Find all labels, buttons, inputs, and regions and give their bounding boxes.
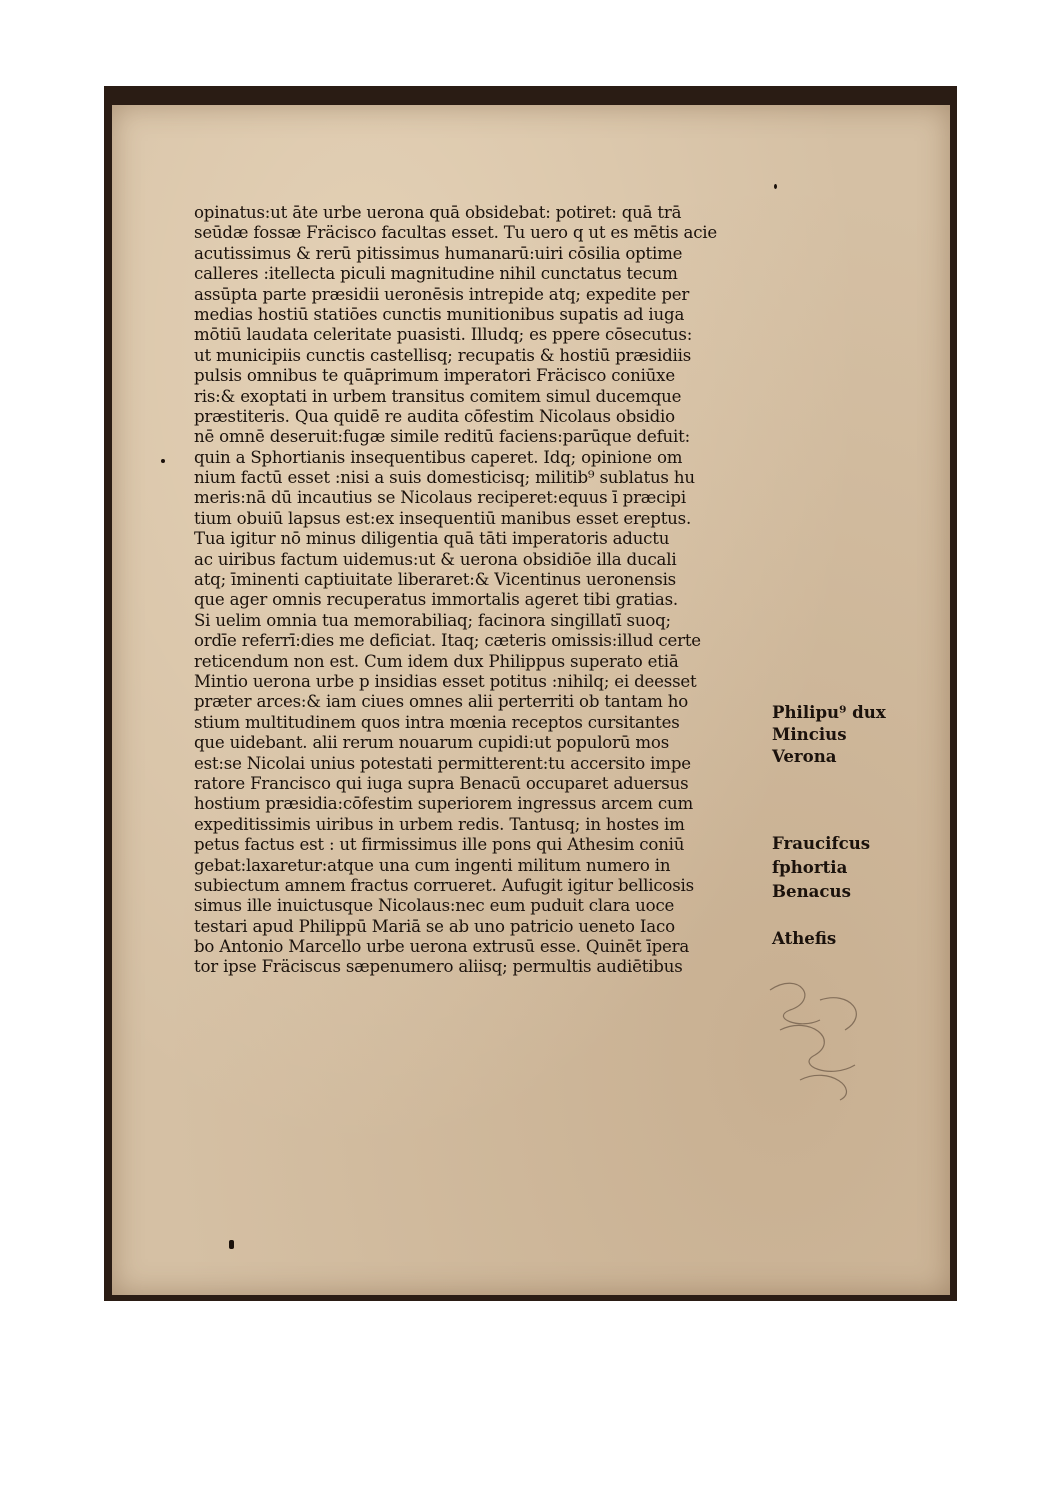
text-line: reticendum non est. Cum idem dux Philippus superato etiā (194, 651, 679, 671)
margin-note: Fraucifcus (772, 833, 871, 853)
text-line: tor ipse Fräciscus sæpenumero aliisq; permultis audiētibus (194, 957, 683, 977)
margin-note: Mincius (772, 724, 847, 744)
text-line: bo Antonio Marcello urbe uerona extrusū esse. Quinēt īpera (194, 937, 690, 957)
text-line: subiectum amnem fractus corrueret. Aufugit igitur bellicosis (194, 875, 694, 895)
text-line: calleres :itellecta piculi magnitudine nihil cunctatus tecum (194, 264, 678, 284)
text-line: ris:& exoptati in urbem transitus comitem simul ducemque (194, 386, 682, 406)
text-line: simus ille inuictusque Nicolaus:nec eum puduit clara uoce (194, 896, 675, 916)
margin-note: Verona (772, 746, 837, 766)
text-line: acutissimus & rerū pitissimus humanarū:uiri cōsilia optime (194, 243, 683, 263)
text-line: præstiteris. Qua quidē re audita cōfestim Nicolaus obsidio (194, 406, 675, 426)
text-line: hostium præsidia:cōfestim superiorem ingressus arcem cum (194, 794, 693, 814)
text-line: præter arces:& iam ciues omnes alii perterriti ob tantam ho (194, 692, 689, 712)
text-line: est:se Nicolai unius potestati permitterent:tu accersito impe (194, 753, 691, 773)
text-line: medias hostiū statiōes cunctis munitionibus supatis ad iuga (194, 304, 685, 324)
text-line: Mintio uerona urbe p insidias esset potitus :nihilq; ei deesset (194, 671, 697, 691)
text-line: ordīe referrī:dies me deficiat. Itaq; cæteris omissis:illud certe (194, 631, 701, 651)
text-line: meris:nā dū incautius se Nicolaus reciperet:equus ī præcipi (194, 488, 686, 508)
text-line: stium multitudinem quos intra mœnia receptos cursitantes (194, 712, 680, 732)
text-line: tium obuiū lapsus est:ex insequentiū manibus esset ereptus. (194, 508, 692, 528)
text-line: opinatus:ut āte urbe uerona quā obsidebat: potiret: quā trā (194, 203, 682, 222)
text-line: Si uelim omnia tua memorabiliaq; facinora singillatī suoq; (194, 610, 671, 630)
text-line: que uidebant. alii rerum nouarum cupidi:ut populorū mos (194, 733, 670, 753)
margin-note: Athefis (772, 928, 837, 948)
main-text-block (194, 203, 774, 978)
ink-spot (161, 459, 165, 463)
text-line: ratore Francisco qui iuga supra Benacū occuparet aduersus (194, 773, 689, 793)
text-line: assūpta parte præsidii ueronēsis intrepide atq; expedite per (194, 284, 690, 304)
text-line: testari apud Philippū Mariā se ab uno patricio ueneto Iaco (194, 916, 675, 936)
margin-note: Philipu⁹ dux (772, 702, 886, 722)
library-stamp (760, 970, 890, 1110)
margin-note: fphortia (772, 857, 848, 877)
text-line: quin a Sphortianis insequentibus caperet. Idq; opinione om (194, 447, 683, 467)
text-line: pulsis omnibus te quāprimum imperatori Fräcisco coniūxe (194, 366, 675, 386)
text-line: Tua igitur nō minus diligentia quā tāti imperatoris aductu (194, 529, 670, 549)
text-line: ac uiribus factum uidemus:ut & uerona obsidiōe illa ducali (194, 549, 677, 569)
text-line: petus factus est : ut firmissimus ille pons qui Athesim coniū (194, 835, 685, 855)
ink-spot (774, 184, 777, 189)
text-line: ut municipiis cunctis castellisq; recupatis & hostiū præsidiis (194, 345, 692, 365)
text-line: expeditissimis uiribus in urbem redis. Tantusq; in hostes im (194, 814, 685, 834)
text-line: seūdæ fossæ Fräcisco facultas esset. Tu uero q ut es mētis acie (194, 223, 718, 243)
text-line: nium factū esset :nisi a suis domesticisq; militib⁹ sublatus hu (194, 468, 695, 488)
ink-spot (229, 1240, 234, 1249)
text-line: que ager omnis recuperatus immortalis ageret tibi gratias. (194, 590, 678, 610)
margin-note: Benacus (772, 881, 851, 901)
text-line: nē omnē deseruit:fugæ simile reditū faciens:parūque defuit: (194, 427, 690, 447)
text-line: atq; īminenti captiuitate liberaret:& Vicentinus ueronensis (194, 570, 676, 590)
text-line: mōtiū laudata celeritate puasisti. Illudq; es ppere cōsecutus: (194, 325, 693, 345)
text-line: gebat:laxaretur:atque una cum ingenti militum numero in (194, 855, 671, 875)
